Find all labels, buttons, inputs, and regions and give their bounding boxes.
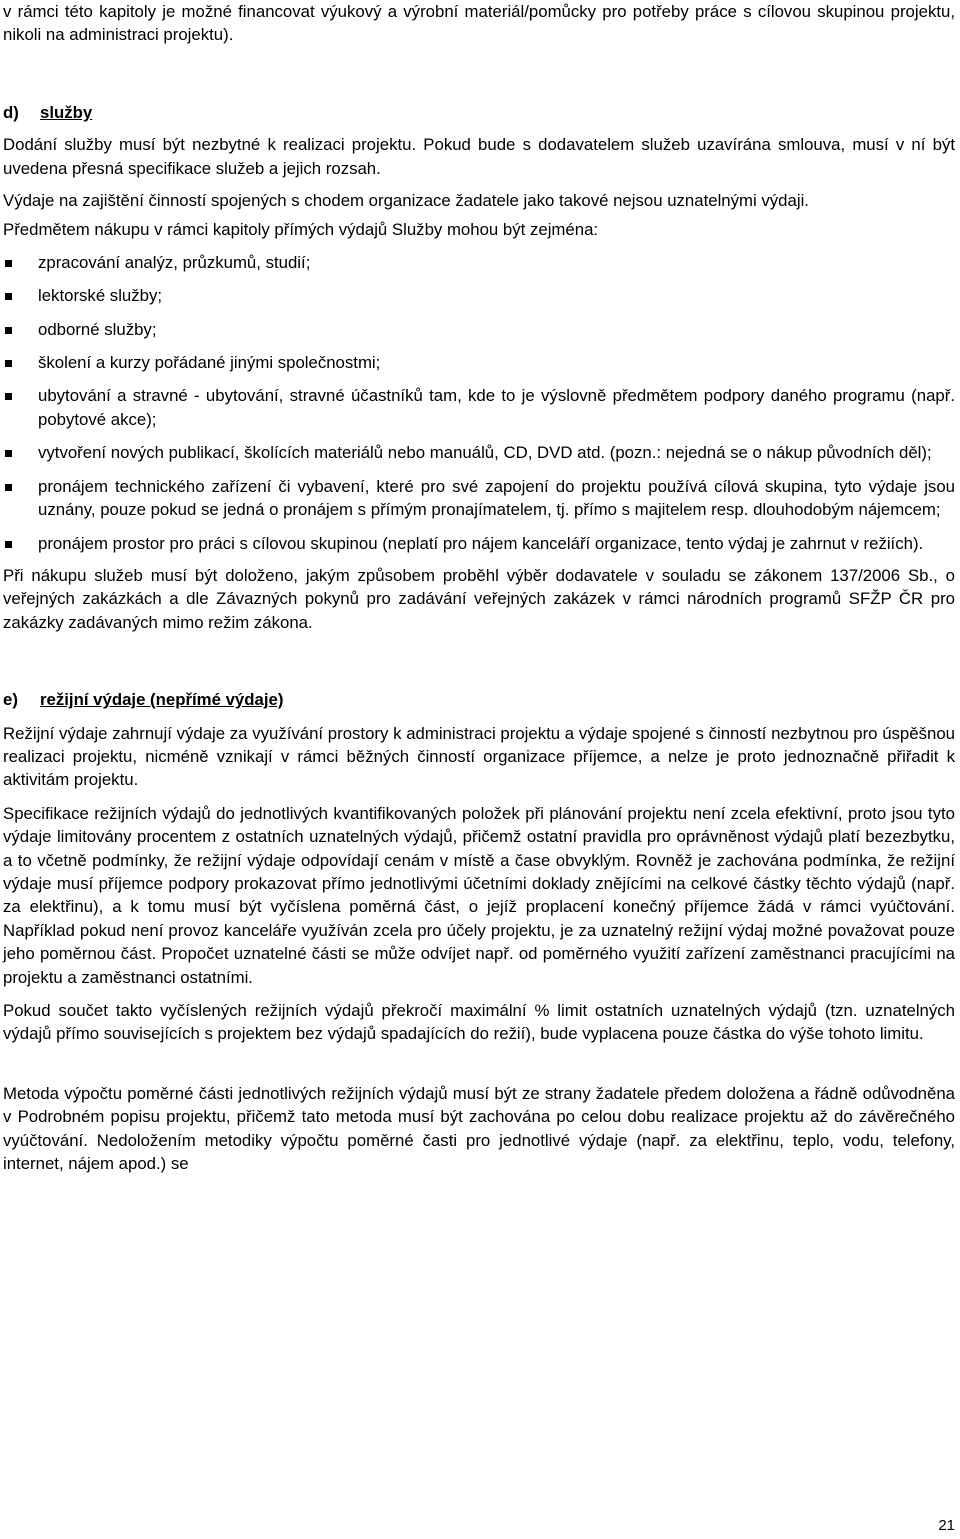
section-d-heading	[3, 101, 955, 124]
section-e-paragraph-1: Režijní výdaje zahrnují výdaje za využívání prostory k administraci projektu a výdaje spojené s činností nezbytnou pro úspěšnou realizaci projektu, nicméně vznikají v rámci běžných činností organizace příjemce, a nelze je proto jednoznačně přiřadit k aktivitám projektu.	[3, 723, 955, 790]
list-item: vytvoření nových publikací, školících materiálů nebo manuálů, CD, DVD atd. (pozn.: nejedná se o nákup původních děl);	[3, 441, 955, 464]
section-e-title: režijní výdaje (nepřímé výdaje)	[40, 690, 284, 710]
list-item: odborné služby;	[3, 318, 955, 341]
section-e-paragraph-2: Specifikace režijních výdajů do jednotlivých kvantifikovaných položek při plánování projektu není zcela efektivní, proto jsou tyto výdaje limitovány procentem z ostatních uznatelných výdajů, přičemž ostatní pravidla pro oprávněnost výdajů platí bezezbytku, a to včetně podmínky, že režijní výdaje odpovídají cenám v místě a čase obvyklým. Rovněž je zachována podmínka, že režijní výdaje musí příjemce podpory prokazovat přímo jednotlivými účetními doklady znějícími na celkové částky těchto výdajů (např. za elektřinu), a k tomu musí být vyčíslena poměrná část, o jejíž proplacení konečný příjemce žádá v rámci vyúčtování. Například pokud není provoz kanceláře využíván zcela pro účely projektu, je za uznatelný režijní výdaj možné považovat pouze jeho poměrnou část. Propočet uznatelné části se může odvíjet např. od poměrného využití zařízení zaměstnanci pracujícími na projektu a zaměstnanci ostatními.	[3, 803, 955, 987]
section-d-paragraph-1: Dodání služby musí být nezbytné k realizaci projektu. Pokud bude s dodavatelem služeb uzavírána smlouva, musí v ní být uvedena přesná specifikace služeb a jejich rozsah.	[3, 135, 955, 178]
list-item: ubytování a stravné - ubytování, stravné účastníků tam, kde to je výslovně předmětem podpory daného programu (např. pobytové akce);	[3, 384, 955, 431]
square-bullet-icon	[5, 327, 12, 334]
list-item: školení a kurzy pořádané jinými společnostmi;	[3, 351, 955, 374]
list-item: pronájem technického zařízení či vybavení, které pro své zapojení do projektu používá cílová skupina, tyto výdaje jsou uznány, pouze pokud se jedná o pronájem s přímým pronajímatelem, tj. přímo s majitelem resp. dlouhodobým nájemcem;	[3, 475, 955, 522]
section-e-label: e)	[3, 690, 18, 710]
page-content	[3, 0, 955, 1175]
section-e-paragraph-4: Metoda výpočtu poměrné části jednotlivých režijních výdajů musí být ze strany žadatele předem doložena a řádně odůvodněna v Podrobném popisu projektu, přičemž tato metoda musí být zachována po celou dobu realizace projektu až do závěrečného vyúčtování. Nedoložením metodiky výpočtu poměrné časti pro jednotlivé výdaje (např. za elektřinu, teplo, vodu, telefony, internet, nájem apod.) se	[3, 1083, 955, 1174]
square-bullet-icon	[5, 360, 12, 367]
section-d-closing-paragraph: Při nákupu služeb musí být doloženo, jakým způsobem proběhl výběr dodavatele v souladu se zákonem 137/2006 Sb., o veřejných zakázkách a dle Závazných pokynů pro zadávání veřejných zakázek v rámci národních programů SFŽP ČR pro zakázky zadávaných mimo režim zákona.	[3, 565, 955, 632]
section-d-title: služby	[40, 102, 93, 122]
square-bullet-icon	[5, 393, 12, 400]
square-bullet-icon	[5, 541, 12, 548]
list-item: pronájem prostor pro práci s cílovou skupinou (neplatí pro nájem kanceláří organizace, tento výdaj je zahrnut v režiích).	[3, 532, 955, 555]
square-bullet-icon	[5, 260, 12, 267]
list-item: zpracování analýz, průzkumů, studií;	[3, 251, 955, 274]
section-d-paragraph-2: Výdaje na zajištění činností spojených s chodem organizace žadatele jako takové nejsou uznatelnými výdaji.	[3, 191, 809, 211]
section-d-label: d)	[3, 102, 19, 122]
square-bullet-icon	[5, 484, 12, 491]
square-bullet-icon	[5, 293, 12, 300]
services-list	[3, 251, 955, 555]
page-number: 21	[938, 1517, 955, 1534]
section-e-heading	[3, 688, 955, 711]
section-d-paragraph-3: Předmětem nákupu v rámci kapitoly přímých výdajů Služby mohou být zejména:	[3, 220, 599, 240]
intro-paragraph: v rámci této kapitoly je možné financovat výukový a výrobní materiál/pomůcky pro potřeby práce s cílovou skupinou projektu, nikoli na administraci projektu).	[3, 2, 955, 45]
section-e-paragraph-3: Pokud součet takto vyčíslených režijních výdajů překročí maximální % limit ostatních uznatelných výdajů (tzn. uznatelných výdajů přímo souvisejících s projektem bez výdajů spadajících do režií), bude vyplacena pouze částka do výše tohoto limitu.	[3, 1001, 955, 1044]
square-bullet-icon	[5, 450, 12, 457]
list-item: lektorské služby;	[3, 284, 955, 307]
